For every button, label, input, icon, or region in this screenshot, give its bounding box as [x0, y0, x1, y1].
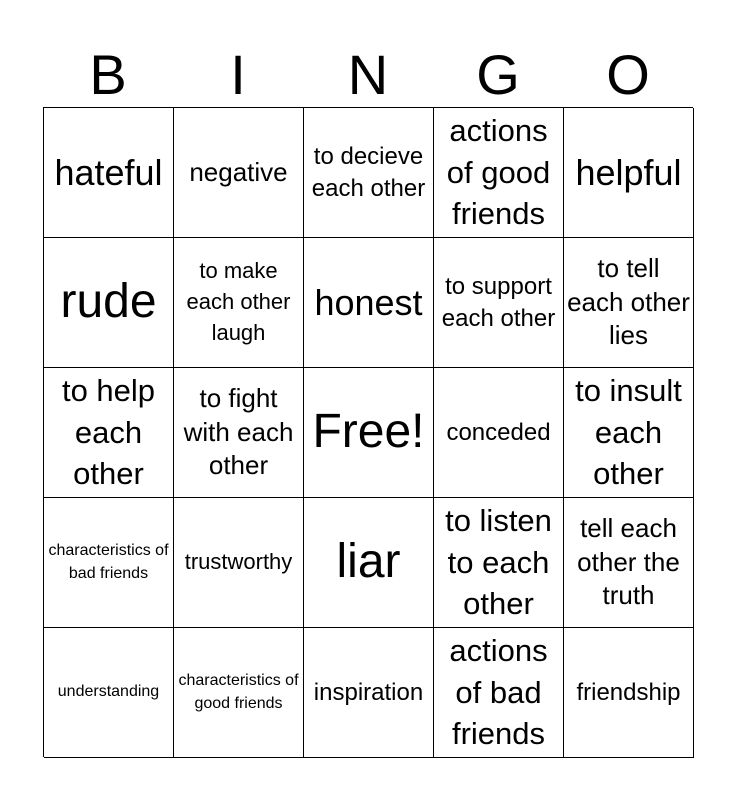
bingo-cell-r4c1[interactable] — [44, 498, 174, 628]
bingo-cell-r2c2[interactable] — [174, 238, 304, 368]
bingo-cell-r4c5[interactable] — [564, 498, 694, 628]
bingo-cell-r5c4[interactable] — [434, 628, 564, 758]
bingo-board — [43, 107, 693, 757]
cell-text: to insult each other — [575, 372, 682, 492]
bingo-cell-r3c4[interactable] — [434, 368, 564, 498]
cell-text: to fight with each other — [183, 382, 294, 481]
cell-text: friendship — [576, 678, 681, 706]
cell-text: trustworthy — [184, 549, 293, 575]
bingo-cell-r3c5[interactable] — [564, 368, 694, 498]
cell-text: inspiration — [313, 678, 424, 706]
cell-text: actions of good friends — [446, 112, 551, 232]
bingo-cell-r5c5[interactable] — [564, 628, 694, 758]
cell-text: helpful — [575, 151, 682, 193]
header-letter-b: B — [89, 43, 127, 106]
bingo-cell-r3c3[interactable] — [304, 368, 434, 498]
bingo-cell-r2c4[interactable] — [434, 238, 564, 368]
bingo-cell-r2c3[interactable] — [304, 238, 434, 368]
cell-text: to support each other — [441, 273, 556, 332]
cell-text: to help each other — [61, 372, 156, 492]
cell-text: to make each other laugh — [186, 258, 291, 345]
cell-text: rude — [60, 275, 157, 329]
header-letter-o: O — [606, 43, 650, 106]
bingo-cell-r1c5[interactable] — [564, 108, 694, 238]
bingo-cell-r1c1[interactable] — [44, 108, 174, 238]
bingo-cell-r5c1[interactable] — [44, 628, 174, 758]
cell-text: negative — [189, 156, 288, 187]
cell-text: honest — [314, 281, 423, 323]
cell-text: understanding — [57, 683, 160, 701]
bingo-cell-r4c2[interactable] — [174, 498, 304, 628]
bingo-cell-r2c5[interactable] — [564, 238, 694, 368]
cell-text: characteristics of good friends — [178, 672, 299, 712]
header-letter-i: I — [230, 43, 246, 106]
cell-text: conceded — [446, 418, 551, 446]
bingo-cell-r1c4[interactable] — [434, 108, 564, 238]
cell-text: actions of bad friends — [449, 632, 548, 752]
cell-text: to decieve each other — [311, 143, 426, 202]
bingo-header — [43, 42, 693, 108]
cell-text: to listen to each other — [445, 502, 552, 622]
bingo-cell-r5c3[interactable] — [304, 628, 434, 758]
bingo-cell-r3c1[interactable] — [44, 368, 174, 498]
bingo-cell-r4c4[interactable] — [434, 498, 564, 628]
bingo-cell-r5c2[interactable] — [174, 628, 304, 758]
bingo-cell-r3c2[interactable] — [174, 368, 304, 498]
cell-text: tell each other the truth — [577, 512, 680, 611]
bingo-cell-r2c1[interactable] — [44, 238, 174, 368]
cell-text: liar — [336, 535, 401, 589]
cell-text: to tell each other lies — [567, 252, 690, 351]
cell-text: Free! — [312, 405, 425, 459]
cell-text: characteristics of bad friends — [48, 542, 169, 582]
bingo-cell-r4c3[interactable] — [304, 498, 434, 628]
cell-text: hateful — [54, 151, 163, 193]
bingo-cell-r1c2[interactable] — [174, 108, 304, 238]
header-letter-n: N — [347, 43, 389, 106]
bingo-cell-r1c3[interactable] — [304, 108, 434, 238]
header-letter-g: G — [476, 43, 520, 106]
